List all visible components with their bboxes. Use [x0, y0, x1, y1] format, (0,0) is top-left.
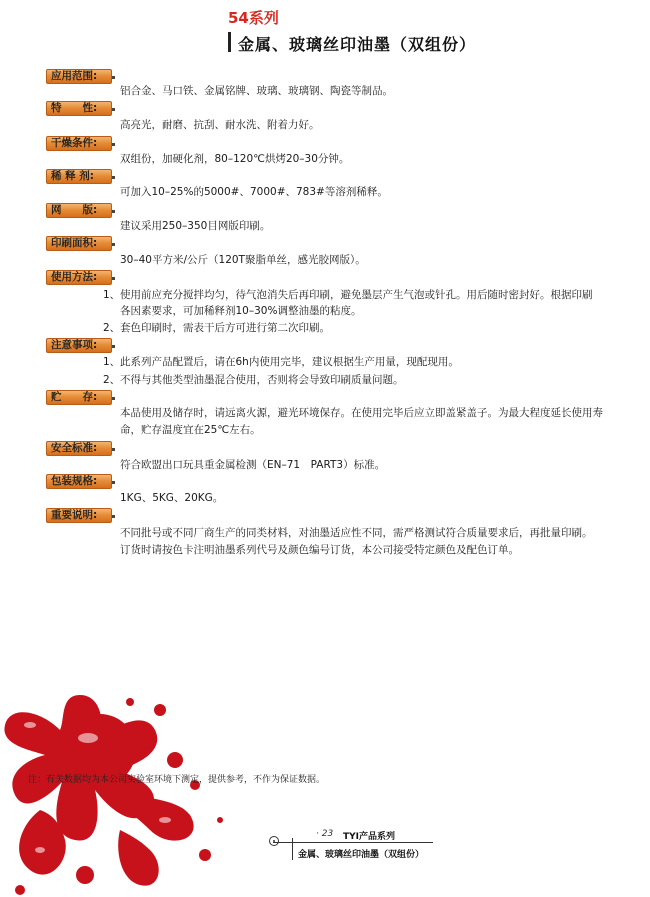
section-label-usage: 使用方法:	[46, 270, 112, 285]
storage-text-continued: 命，贮存温度宜在25℃左右。	[120, 424, 261, 436]
footer-divider	[292, 838, 293, 860]
usage-item-text: 套色印刷时，需表干后方可进行第二次印刷。	[120, 322, 330, 334]
section-label-safety: 安全标准:	[46, 441, 112, 456]
section-label-mesh: 网 版:	[46, 203, 112, 218]
section-label-important: 重要说明:	[46, 508, 112, 523]
page-number: · 23	[316, 829, 334, 839]
usage-item-number: 1、	[103, 289, 121, 301]
drying-text: 双组份，加硬化剂，80–120℃烘烤20–30分钟。	[120, 153, 350, 165]
footnote: 注：有关数据均为本公司实验室环境下测定，提供参考，不作为保证数据。	[28, 775, 326, 785]
section-label-application: 应用范围:	[46, 69, 112, 84]
important-text: 不同批号或不同厂商生产的同类材料，对油墨适应性不同，需严格测试符合质量要求后，再批量印刷。	[120, 527, 593, 539]
coverage-text: 30–40平方米/公斤（120T聚脂单丝，感光胶网版）。	[120, 254, 366, 266]
storage-text: 本品使用及储存时，请远离火源，避光环境保存。在使用完毕后应立即盖紧盖子。为最大程度延长使用寿	[120, 407, 603, 419]
caution-item-number: 2、	[103, 374, 121, 386]
footer-series-label: TYI产品系列	[343, 832, 396, 842]
title-divider	[228, 32, 231, 52]
package-text: 1KG、5KG、20KG。	[120, 492, 224, 504]
mesh-text: 建议采用250–350目网版印刷。	[120, 220, 271, 232]
red-ink-splash-graphic	[0, 690, 250, 897]
section-label-thinner: 稀 释 剂:	[46, 169, 112, 184]
usage-item-text: 使用前应充分搅拌均匀，待气泡消失后再印刷，避免墨层产生气泡或针孔。用后随时密封好。根据印刷	[120, 289, 593, 301]
caution-item-number: 1、	[103, 356, 121, 368]
application-text: 铝合金、马口铁、金属铭牌、玻璃、玻璃钢、陶瓷等制品。	[120, 85, 393, 97]
safety-text: 符合欧盟出口玩具重金属检测（EN–71 PART3）标准。	[120, 459, 386, 471]
footer-title: 金属、玻璃丝印油墨（双组份）	[298, 850, 425, 860]
section-label-caution: 注意事项:	[46, 338, 112, 353]
usage-item-number: 2、	[103, 322, 121, 334]
section-label-feature: 特 性:	[46, 101, 112, 116]
section-label-storage: 贮 存:	[46, 390, 112, 405]
section-label-drying: 干燥条件:	[46, 136, 112, 151]
caution-item-text: 不得与其他类型油墨混合使用，否则将会导致印刷质量问题。	[120, 374, 404, 386]
section-label-coverage: 印刷面积:	[46, 236, 112, 251]
footer-rule	[273, 842, 433, 843]
feature-text: 高亮光，耐磨、抗刮、耐水洗、附着力好。	[120, 119, 320, 131]
usage-item-text-continued: 各因素要求，可加稀释剂10–30%调整油墨的粘度。	[120, 305, 362, 317]
page-title: 金属、玻璃丝印油墨（双组份）	[238, 35, 477, 54]
footer-bullet-icon	[269, 836, 279, 846]
series-code: 54系列	[228, 9, 279, 27]
caution-item-text: 此系列产品配置后，请在6h内使用完毕，建议根据生产用量，现配现用。	[120, 356, 459, 368]
section-label-package: 包装规格:	[46, 474, 112, 489]
important-text-continued: 订货时请按色卡注明油墨系列代号及颜色编号订货，本公司接受特定颜色及配色订单。	[120, 544, 519, 556]
thinner-text: 可加入10–25%的5000#、7000#、783#等溶剂稀释。	[120, 186, 388, 198]
